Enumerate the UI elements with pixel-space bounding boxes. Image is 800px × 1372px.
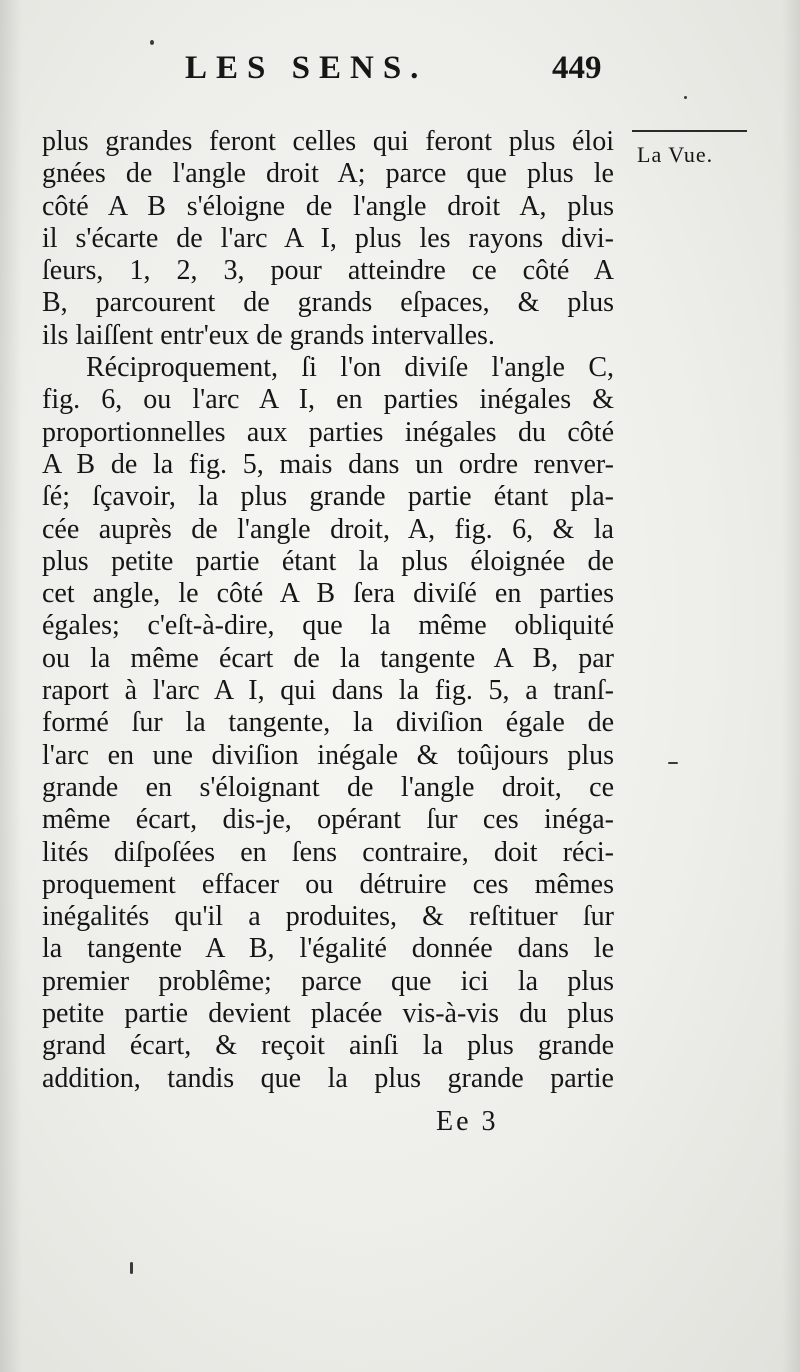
paper-speck — [130, 1262, 133, 1274]
text-line: grande en s'éloignant de l'angle droit, ce — [42, 771, 614, 803]
text-line: plus grandes feront celles qui feront plus éloi — [42, 126, 614, 157]
paper-speck — [684, 96, 687, 99]
text-line: ſé; ſçavoir, la plus grande partie étant pla- — [42, 481, 614, 513]
text-line: ſeurs, 1, 2, 3, pour atteindre ce côté A — [42, 255, 614, 287]
text-line: proquement effacer ou détruire ces mêmes — [42, 868, 614, 900]
text-line: raport à l'arc A I, qui dans la fig. 5, a tranſ- — [42, 675, 614, 707]
text-line: inégalités qu'il a produites, & reſtituer ſur — [42, 901, 614, 933]
paper-speck — [668, 762, 678, 764]
text-line: grand écart, & reçoit ainſi la plus grande — [42, 1030, 614, 1062]
text-line: petite partie devient placée vis-à-vis du plus — [42, 998, 614, 1030]
text-line: B, parcourent de grands eſpaces, & plus — [42, 287, 614, 319]
text-line: ils laiſſent entr'eux de grands intervalles. — [42, 319, 495, 351]
text-line: fig. 6, ou l'arc A I, en parties inégales & — [42, 384, 614, 416]
text-line: l'arc en une diviſion inégale & toûjours plus — [42, 739, 614, 771]
text-line: premier problême; parce que ici la plus — [42, 965, 614, 997]
text-line: même écart, dis-je, opérant ſur ces inéga- — [42, 804, 614, 836]
right-edge-shadow — [782, 0, 800, 1372]
text-line: égales; c'eſt-à-dire, que la même obliquité — [42, 610, 614, 642]
text-line: Réciproquement, ſi l'on diviſe l'angle C, — [86, 352, 614, 384]
running-head: LES SENS. — [185, 50, 428, 86]
text-line: lités diſpoſées en ſens contraire, doit réci- — [42, 836, 614, 868]
text-line: côté A B s'éloigne de l'angle droit A, plus — [42, 190, 614, 222]
page-number: 449 — [552, 50, 602, 86]
text-line: la tangente A B, l'égalité donnée dans le — [42, 933, 614, 965]
text-line: il s'écarte de l'arc A I, plus les rayons divi- — [42, 222, 614, 254]
text-line: addition, tandis que la plus grande partie — [42, 1062, 614, 1094]
text-line: cée auprès de l'angle droit, A, fig. 6, & la — [42, 513, 614, 545]
paper-speck — [150, 40, 154, 45]
text-line: ou la même écart de la tangente A B, par — [42, 642, 614, 674]
signature-mark: Ee 3 — [436, 1106, 499, 1137]
text-line: cet angle, le côté A B ſera diviſé en parties — [42, 578, 614, 610]
text-line: gnées de l'angle droit A; parce que plus le — [42, 158, 614, 190]
left-edge-shadow — [0, 0, 22, 1372]
margin-note: La Vue. — [637, 142, 714, 167]
text-line: plus petite partie étant la plus éloignée de — [42, 545, 614, 577]
margin-rule — [632, 130, 747, 132]
body-text — [42, 126, 614, 1095]
text-line: A B de la fig. 5, mais dans un ordre renver- — [42, 448, 614, 480]
text-line: formé ſur la tangente, la diviſion égale de — [42, 707, 614, 739]
text-line: proportionnelles aux parties inégales du côté — [42, 416, 614, 448]
